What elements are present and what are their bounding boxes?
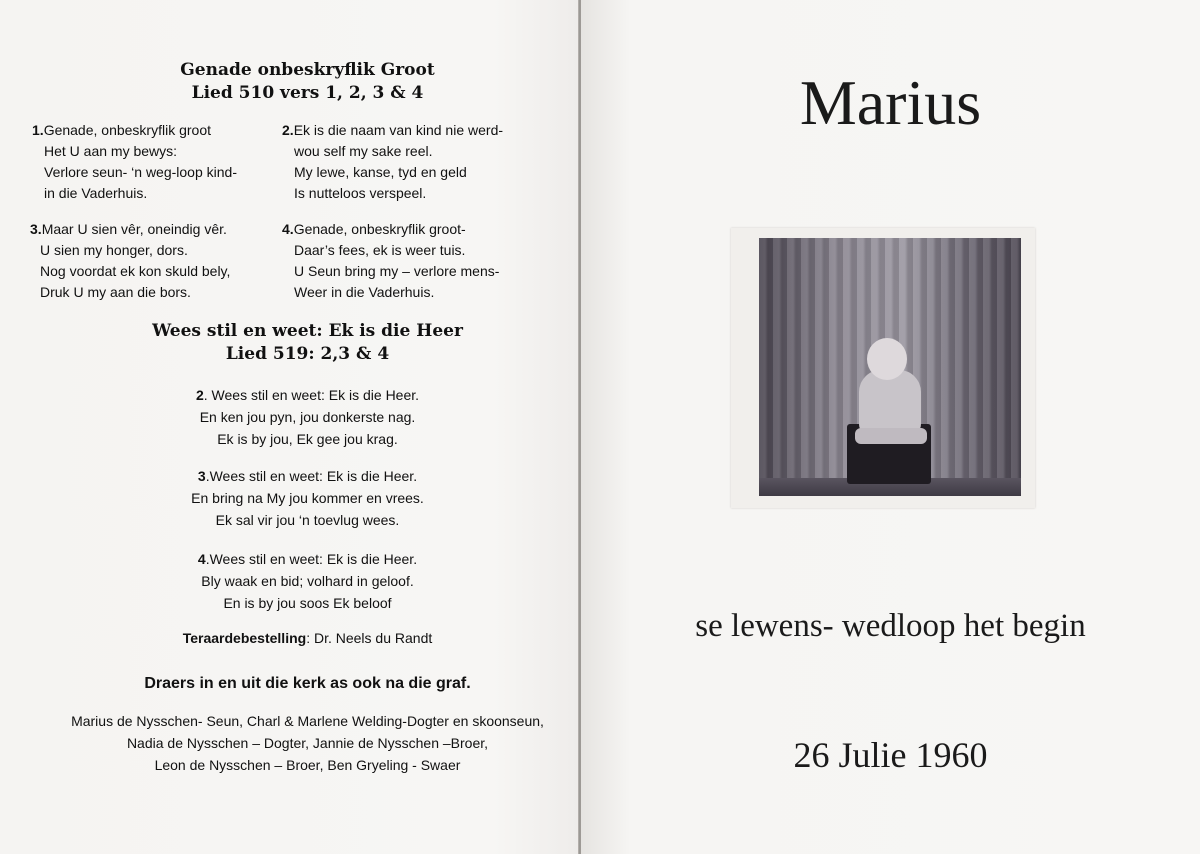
verse-line: Nog voordat ek kon skuld bely, [40, 263, 231, 279]
verse-number: 4. [282, 221, 294, 237]
verse-number: 1. [32, 122, 44, 138]
hymn2-subtitle: Lied 519: 2,3 & 4 [225, 344, 390, 364]
verse-line: .Wees stil en weet: Ek is die Heer. [205, 468, 418, 484]
verse-line: Ek is die naam van kind nie werd- [293, 122, 504, 138]
verse-line: Verlore seun- ‘n weg-loop kind- [44, 164, 237, 180]
right-page [581, 0, 1200, 854]
verse-line: U Seun bring my – verlore mens- [294, 263, 500, 279]
verse-line: .Wees stil en weet: Ek is die Heer. [205, 551, 418, 567]
verse-line: Daar’s fees, ek is weer tuis. [294, 242, 466, 258]
verse-number: 4 [197, 551, 206, 567]
photo-child-body [859, 370, 921, 436]
tagline: se lewens- wedloop het begin [695, 608, 1086, 644]
verse-line: in die Vaderhuis. [44, 185, 148, 201]
verse-line: Maar U sien vêr, oneindig vêr. [41, 221, 227, 237]
hymn2-verse-2 [0, 384, 580, 450]
baby-portrait-photo [759, 238, 1021, 496]
verse-line: U sien my honger, dors. [40, 242, 188, 258]
verse-line: Weer in die Vaderhuis. [294, 284, 435, 300]
verse-number: 3 [197, 468, 206, 484]
verse-line: Genade, onbeskryflik groot [43, 122, 212, 138]
verse-line: Ek sal vir jou ‘n toevlug wees. [215, 512, 400, 528]
bearers-list [0, 710, 580, 776]
bearers-line: Leon de Nysschen – Broer, Ben Gryeling - Swaer [154, 757, 461, 773]
bearers-heading: Draers in en uit die kerk as ook na die graf. [144, 675, 471, 692]
hymn2-verse-3 [0, 465, 580, 531]
bearers-line: Nadia de Nysschen – Dogter, Jannie de Nysschen –Broer, [126, 735, 489, 751]
photo-child-head [867, 338, 907, 380]
verse-line: Het U aan my bewys: [44, 143, 178, 159]
verse-number: 2 [195, 387, 204, 403]
verse-line: En bring na My jou kommer en vrees. [191, 490, 424, 506]
hymn2-verse-4 [0, 548, 580, 614]
verse-line: En is by jou soos Ek beloof [223, 595, 392, 611]
hymn1-verse-2 [282, 120, 503, 204]
deceased-name: Marius [799, 67, 982, 138]
verse-line: Is nutteloos verspeel. [294, 185, 427, 201]
verse-line: Genade, onbeskryflik groot- [293, 221, 466, 237]
birth-date: 26 Julie 1960 [793, 735, 988, 775]
verse-number: 2. [282, 122, 294, 138]
photo-child-legs [855, 428, 927, 444]
burial-label: Teraardebestelling [182, 630, 307, 646]
bearers-line: Marius de Nysschen- Seun, Charl & Marlene Welding-Dogter en skoonseun, [71, 713, 544, 729]
hymn1-verse-3 [30, 219, 230, 303]
hymn2-title: Wees stil en weet: Ek is die Heer [152, 321, 463, 341]
verse-line: En ken jou pyn, jou donkerste nag. [199, 409, 416, 425]
hymn1-verse-1 [32, 120, 237, 204]
hymn1-subtitle: Lied 510 vers 1, 2, 3 & 4 [191, 83, 424, 103]
verse-line: My lewe, kanse, tyd en geld [294, 164, 467, 180]
verse-number: 3. [30, 221, 42, 237]
verse-line: Druk U my aan die bors. [40, 284, 191, 300]
hymn1-verse-4 [282, 219, 499, 303]
verse-line: wou self my sake reel. [294, 143, 433, 159]
verse-line: Bly waak en bid; volhard in geloof. [201, 573, 414, 589]
burial-value: : Dr. Neels du Randt [306, 630, 433, 646]
hymn1-title: Genade onbeskryflik Groot [180, 60, 435, 80]
verse-line: Ek is by jou, Ek gee jou krag. [217, 431, 398, 447]
verse-line: . Wees stil en weet: Ek is die Heer. [203, 387, 420, 403]
burial-officiant [0, 627, 580, 649]
left-page [0, 0, 580, 854]
